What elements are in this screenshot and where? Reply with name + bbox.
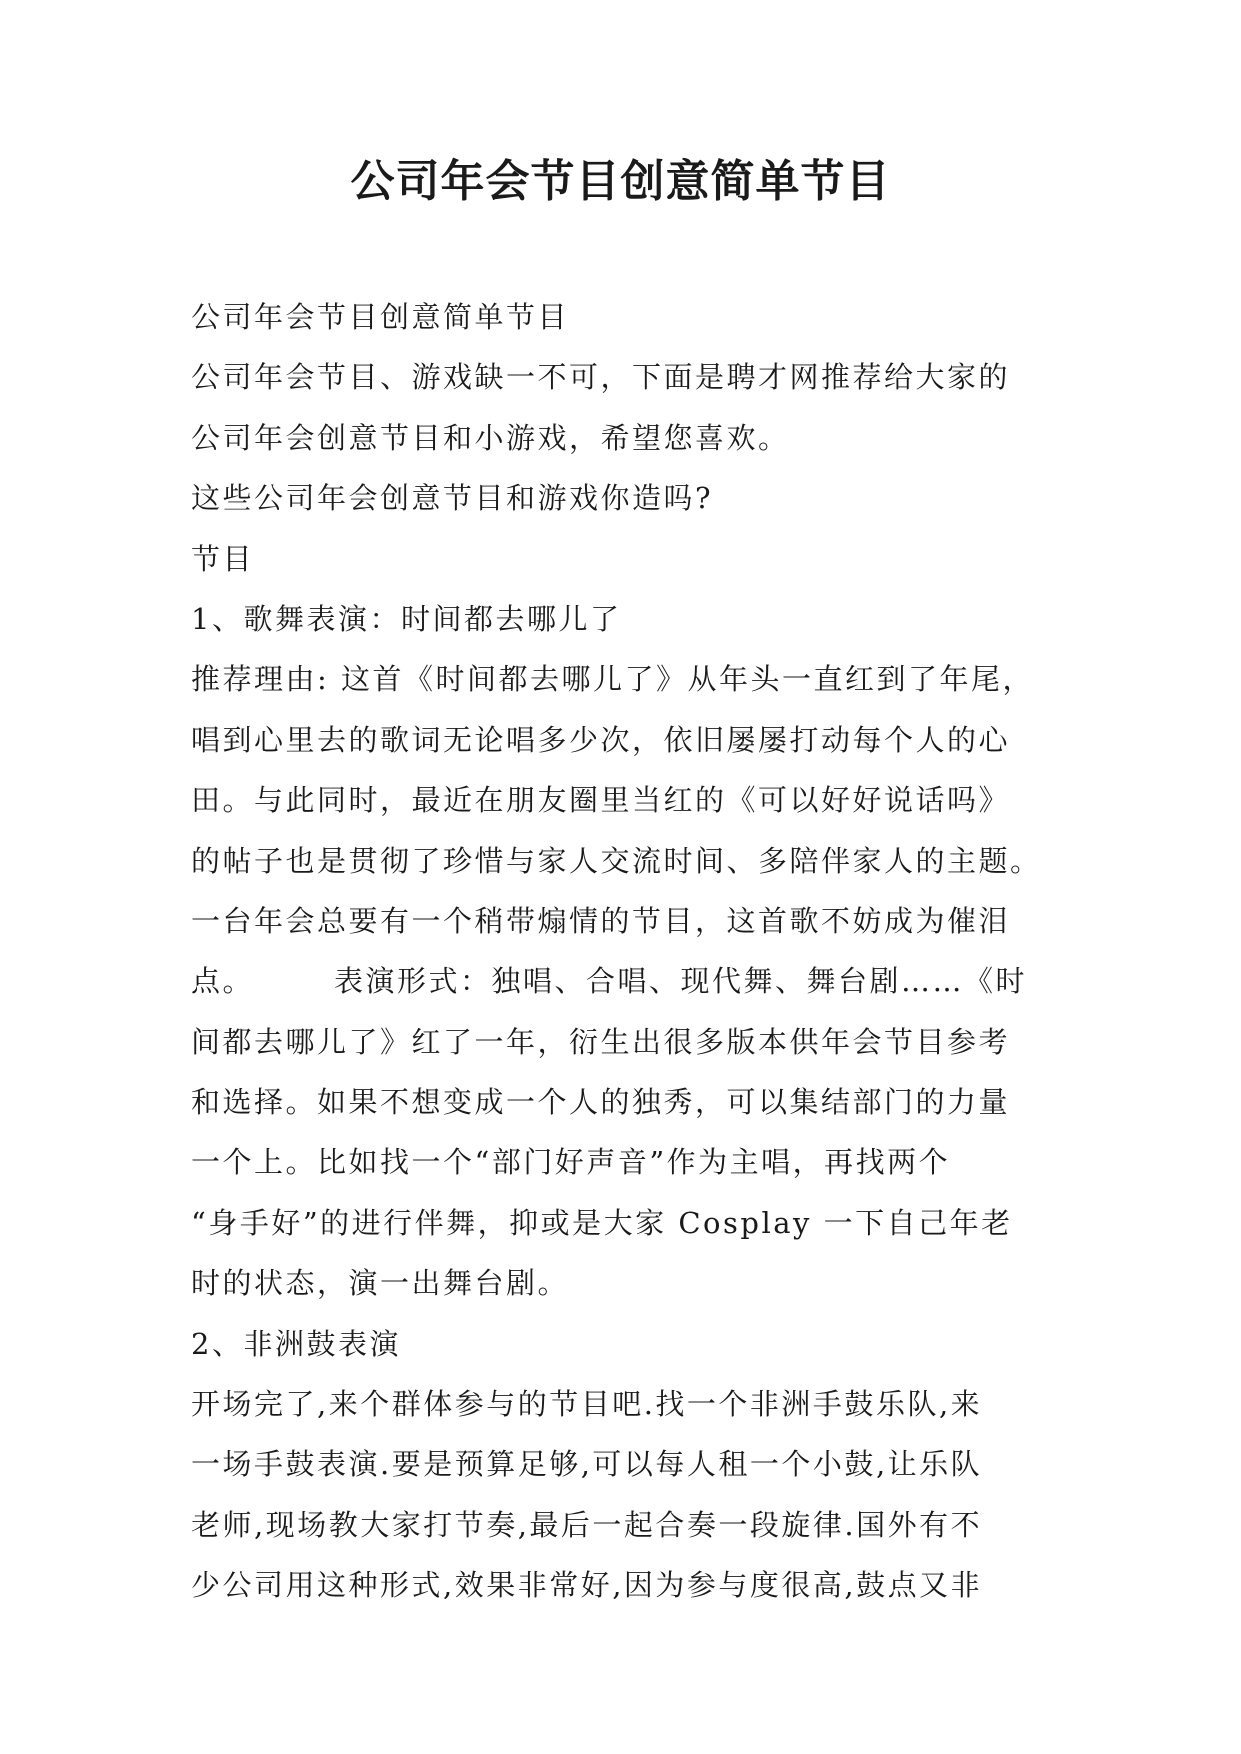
paragraph-line: 一场手鼓表演.要是预算足够,可以每人租一个小鼓,让乐队 — [191, 1447, 983, 1482]
item-heading: 2、非洲鼓表演 — [191, 1326, 401, 1361]
document-body — [191, 287, 1061, 1616]
paragraph-line: 和选择。如果不想变成一个人的独秀，可以集结部门的力量 — [191, 1085, 1011, 1120]
item-heading: 1、歌舞表演：时间都去哪儿了 — [191, 601, 622, 636]
paragraph-line-split — [191, 951, 1061, 1011]
paragraph-line: 间都去哪儿了》红了一年，衍生出很多版本供年会节目参考 — [191, 1024, 1011, 1059]
section-heading: 节目 — [191, 541, 255, 576]
paragraph-line: 老师,现场教大家打节奏,最后一起合奏一段旋律.国外有不 — [191, 1507, 983, 1542]
paragraph-line: 唱到心里去的歌词无论唱多少次，依旧屡屡打动每个人的心 — [191, 722, 1011, 757]
line-continuation-text: 表演形式：独唱、合唱、现代舞、舞台剧……《时 — [334, 964, 1028, 999]
paragraph-line: 开场完了,来个群体参与的节目吧.找一个非洲手鼓乐队,来 — [191, 1387, 983, 1422]
paragraph-line: 的帖子也是贯彻了珍惜与家人交流时间、多陪伴家人的主题。 — [191, 843, 1042, 878]
paragraph-line: 公司年会节目创意简单节目 — [191, 300, 570, 334]
paragraph-line: 一台年会总要有一个稍带煽情的节目，这首歌不妨成为催泪 — [191, 903, 1011, 938]
paragraph-line: 一个上。比如找一个“部门好声音”作为主唱，再找两个 — [191, 1145, 951, 1180]
paragraph-line: 推荐理由: 这首《时间都去哪儿了》从年头一直红到了年尾， — [191, 662, 1034, 697]
paragraph-line: 这些公司年会创意节目和游戏你造吗? — [191, 481, 714, 516]
paragraph-line: “身手好”的进行伴舞，抑或是大家 Cosplay 一下自己年老 — [191, 1205, 1013, 1240]
paragraph-line: 公司年会节目、游戏缺一不可，下面是聘才网推荐给大家的 — [191, 360, 1011, 395]
paragraph-line: 少公司用这种形式,效果非常好,因为参与度很高,鼓点又非 — [191, 1568, 983, 1603]
paragraph-line: 田。与此同时，最近在朋友圈里当红的《可以好好说话吗》 — [191, 783, 1011, 818]
paragraph-line: 公司年会创意节目和小游戏，希望您喜欢。 — [191, 420, 790, 455]
paragraph-line: 时的状态，演一出舞台剧。 — [191, 1266, 570, 1301]
line-start-text: 点。 — [191, 964, 255, 999]
document-title: 公司年会节目创意简单节目 — [350, 156, 891, 207]
